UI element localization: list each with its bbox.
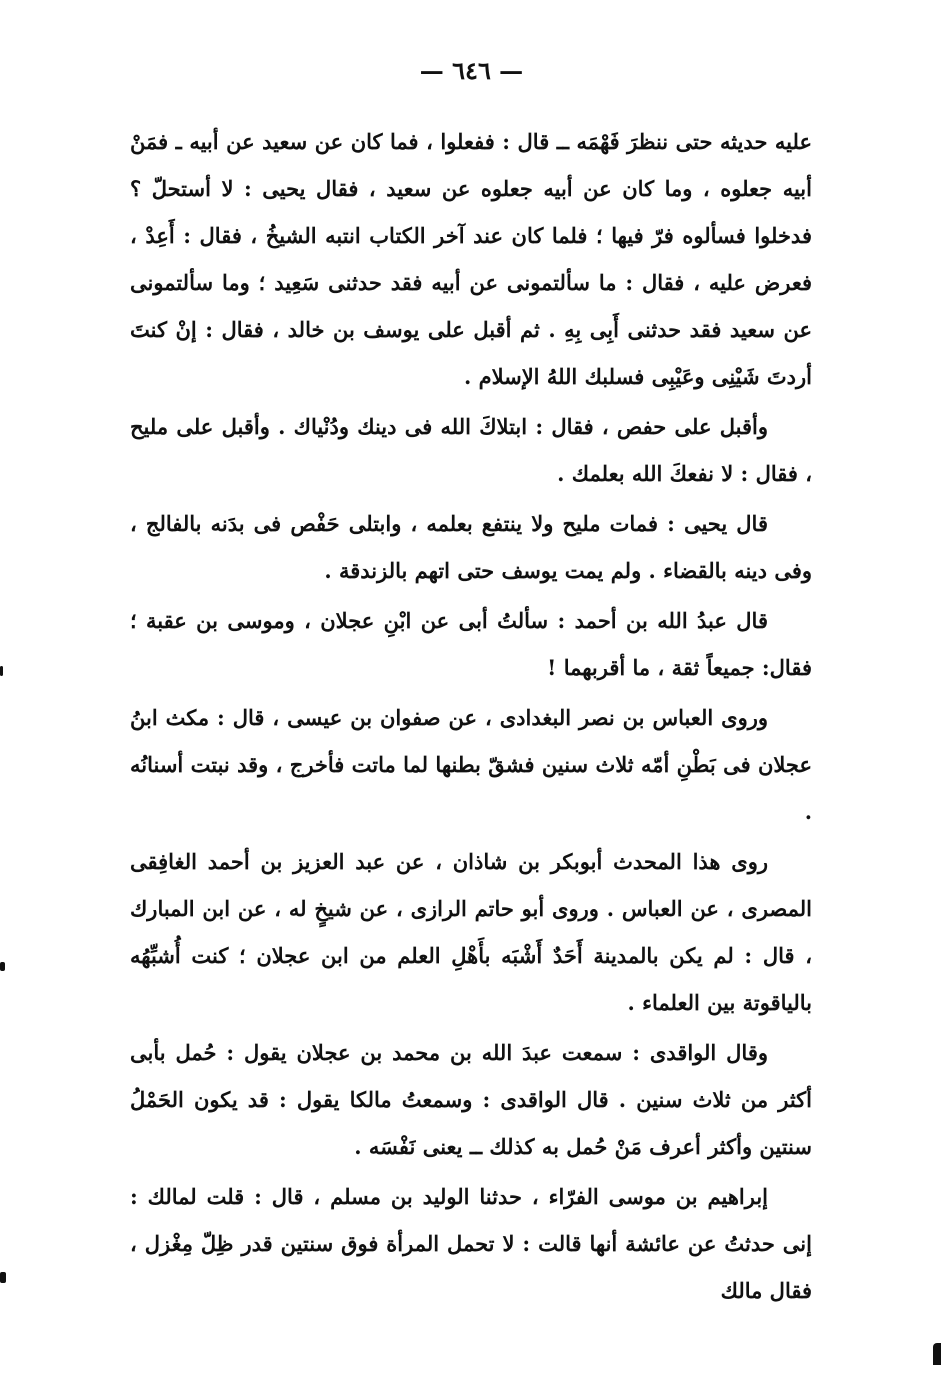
scan-edge-mark [0,666,3,676]
paragraph: وأقبل على حفص ، فقال : ابتلاكَ الله فى دينك ودُنْياك . وأقبل على مليح ، فقال : لا نفعكَ الله بعلمك . [130,414,812,486]
paragraph: عليه حديثه حتى ننظرَ فَهْمَه ــ قال : ففعلوا ، فما كان عن سعيد عن أبيه ـ فمَنْ أبيه جعلوه ، وما كان عن أبيه جعلوه عن سعيد ، فقال يحيى : لا أستحلّ ؟ فدخلوا فسألوه فرّ فيها ؛ فلما كان عند آخر الكتاب انتبه الشيخُ ، فقال : أَعِدْ ، فعرض عليه ، فقال : ما سألتمونى عن أبيه فقد حدثنى سَعِيد ؛ وما سألتمونى عن سعيد فقد حدثنى أَبِى بِهِ . ثم أقبل على يوسف بن خالد ، فقال : إنْ كنتَ أردتَ شَيْنِى وعَيْبِى فسلبك اللهُ الإسلام . [130,129,812,389]
page-number: — ٦٤٦ — [419,56,524,85]
scan-edge-mark [933,1343,941,1365]
paragraph: قال يحيى : فمات مليح ولا ينتفع بعلمه ، وابتلى حَفْص فى بدَنه بالفالج ، وفى دينه بالقضاء . ولم يمت يوسف حتى اتهم بالزندقة . [130,511,812,583]
paragraph: إبراهيم بن موسى الفرّاء ، حدثنا الوليد بن مسلم ، قال : قلت لمالك : إنى حدثتُ عن عائشة أنها قالت : لا تحمل المرأة فوق سنتين قدر ظِلّ مِغْزل ، فقال مالك [130,1184,812,1303]
paragraph: وقال الواقدى : سمعت عبدَ الله بن محمد بن عجلان يقول : حُمل بأبى أكثر من ثلاث سنين . قال الواقدى : وسمعتُ مالكا يقول : قد يكون الحَمْلُ سنتين وأكثر أعرف مَنْ حُمل به كذلك ــ يعنى نَفْسَه . [130,1040,812,1159]
body-text [130,118,812,1317]
paragraph: وروى العباس بن نصر البغدادى ، عن صفوان بن عيسى ، قال : مكث ابنُ عجلان فى بَطْنِ أمّه ثلاث سنين فشقّ بطنها لما ماتت فأخرج ، وقد نبتت أسنانُه . [130,705,812,824]
scan-edge-mark [0,962,5,971]
paragraph: قال عبدُ الله بن أحمد : سألتُ أبى عن ابْنِ عجلان ، وموسى بن عقبة ؛ فقال: جميعاً ثقة ، ما أقربهما ! [130,608,812,680]
scan-edge-mark [0,1272,6,1283]
paragraph: روى هذا المحدث أبوبكر بن شاذان ، عن عبد العزيز بن أحمد الغافِقى المصرى ، عن العباس . وروى أبو حاتم الرازى ، عن شيخٍ له ، عن ابن المبارك ، قال : لم يكن بالمدينة أَحَدٌ أَشْبَه بأَهْلِ العلم من ابن عجلان ؛ كنت أُشبِّهُه بالياقوتة بين العلماء . [130,849,812,1015]
